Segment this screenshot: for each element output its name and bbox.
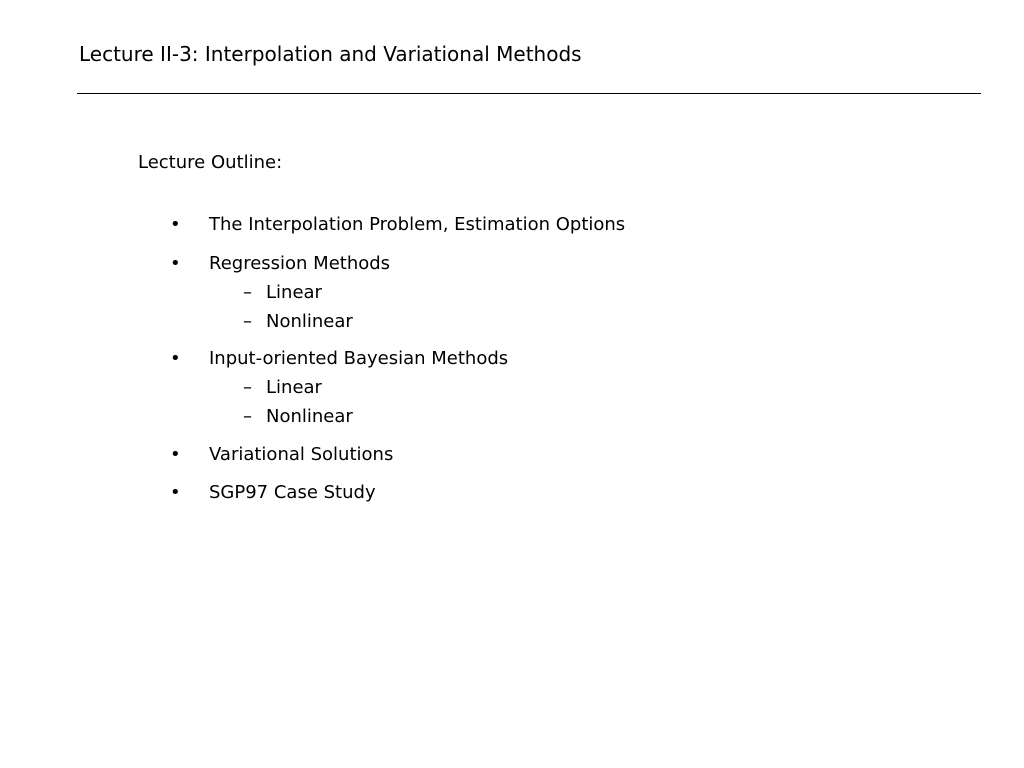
outline-item: [0, 443, 1024, 467]
outline-item-label: Variational Solutions: [209, 444, 394, 465]
outline-heading: Lecture Outline:: [138, 152, 283, 173]
dash-icon: –: [243, 282, 252, 303]
outline-subitem: [0, 376, 1024, 400]
bullet-icon: •: [170, 482, 181, 503]
outline-item-label: SGP97 Case Study: [209, 482, 376, 503]
slide-title: Lecture II-3: Interpolation and Variational Methods: [79, 42, 582, 66]
outline-subitem-label: Linear: [266, 282, 322, 303]
outline-item-label: The Interpolation Problem, Estimation Options: [209, 214, 626, 235]
outline-item: [0, 481, 1024, 505]
outline-item: [0, 347, 1024, 371]
dash-icon: –: [243, 406, 252, 427]
dash-icon: –: [243, 311, 252, 332]
outline-item-label: Input-oriented Bayesian Methods: [209, 348, 509, 369]
bullet-icon: •: [170, 253, 181, 274]
outline-item: [0, 252, 1024, 276]
bullet-icon: •: [170, 214, 181, 235]
outline-subitem: [0, 281, 1024, 305]
dash-icon: –: [243, 377, 252, 398]
outline-subitem-label: Linear: [266, 377, 322, 398]
outline-item-label: Regression Methods: [209, 253, 391, 274]
title-divider: [77, 93, 981, 94]
bullet-icon: •: [170, 444, 181, 465]
outline-subitem: [0, 405, 1024, 429]
outline-subitem-label: Nonlinear: [266, 406, 353, 427]
outline-subitem: [0, 310, 1024, 334]
outline-item: [0, 213, 1024, 237]
bullet-icon: •: [170, 348, 181, 369]
outline-subitem-label: Nonlinear: [266, 311, 353, 332]
